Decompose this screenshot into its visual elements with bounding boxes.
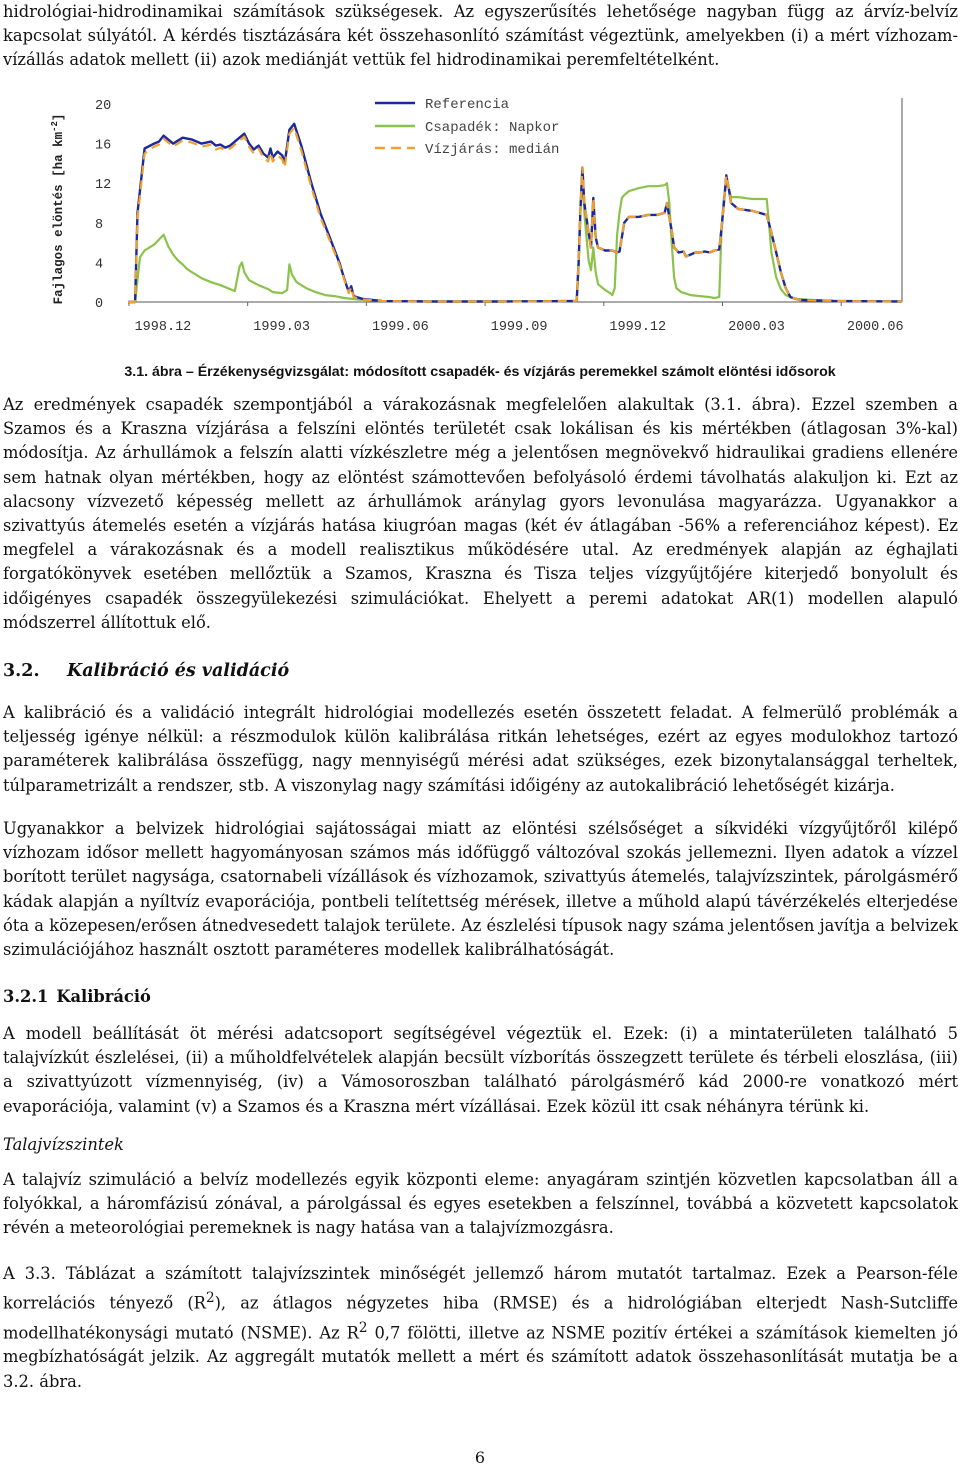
x-tick-label: 1998.12 bbox=[134, 320, 192, 335]
y-axis-ticks bbox=[95, 99, 111, 312]
y-tick-label: 16 bbox=[95, 138, 112, 154]
p6-part-b: ), az átlagos négyzetes hiba (RMSE) és a hidrológiában elterjedt Nash-Sutcliffe modellhatékonysági mutató (NSME). Az R bbox=[3, 1293, 959, 1343]
page-number: 6 bbox=[474, 1448, 486, 1467]
section-number: 3.2. bbox=[3, 661, 40, 681]
r-squared-superscript: 2 bbox=[205, 1290, 215, 1307]
italic-subheading: Talajvízszintek bbox=[3, 1135, 124, 1154]
y-axis-label-close: ] bbox=[52, 113, 66, 122]
y-tick-label: 12 bbox=[95, 178, 112, 194]
legend-label: Csapadék: Napkor bbox=[425, 120, 560, 136]
y-tick-label: 8 bbox=[95, 217, 104, 233]
x-tick-label: 2000.06 bbox=[846, 320, 904, 335]
intro-paragraph: hidrológiai-hidrodinamikai számítások szükségesek. Az egyszerűsítés lehetősége nagyban függ az árvíz-belvíz kapcsolat súlyától. A kérdés tisztázására két összehasonlító számítást végeztünk, amelyekben (i) a mért vízhozam-vízállás adatok mellett (ii) azok mediánját vettük fel hidrodinamikai peremfeltételként. bbox=[3, 2, 958, 70]
observation-types-paragraph: Ugyanakkor a belvizek hidrológiai sajátosságai miatt az elöntési szélsőséget a síkvidéki vízgyűjtőről kilépő vízhozam idősor mellett hagyományosan számos más időfüggő változóval szokás jellemezni. Ilyen adatok a vízzel borított terület nagysága, csatornabeli vízállások és vízhozamok, szivattyús átemelés, talajvízszintek, párolgásmérő kádak alapján a nyíltvíz evaporációja, pontbeli telítettség mérések, illetve a műhold alapú távérzékelés elterjedése óta a közepesen/erősen átnedvesedett talajok területe. Az észlelési típusok nagy száma jelentősen javítja a belvizek szimulációjához használt osztott paraméteres modellek kalibrálhatóságát. bbox=[3, 819, 958, 960]
x-tick-label: 1999.09 bbox=[490, 320, 548, 335]
r-squared-superscript: 2 bbox=[358, 1319, 368, 1336]
section-title: Kalibráció és validáció bbox=[67, 661, 290, 681]
x-tick-label: 2000.03 bbox=[728, 320, 785, 335]
y-axis-label bbox=[50, 114, 66, 305]
results-paragraph: Az eredmények csapadék szempontjából a várakozásnak megfelelően alakultak (3.1. ábra). Ezzel szemben a Szamos és a Kraszna vízjárása a felszíni elöntés területét csak lokálisan és kis mértékben (átlagosan 3%-kal) módosítja. Az árhullámok a felszín alatti vízkészletre még a jelentősen megnövekvő hidraulikai gradiens ellenére sem hatnak olyan mértékben, hogy az elöntést számottevően befolyásoló érdemi távolhatás alakuljon ki. Ezt az alacsony vízvezető képesség mellett az árhullámok aránylag gyors levonulása magyarázza. Ugyanakkor a szivattyús átemelés esetén a vízjárás hatása kiugróan magas (két év átlagában -56% a referenciához képest). Ez megfelel a várakozásnak és a modell realisztikus működésére utal. Az eredmények alapján az éghajlati forgatókönyvek esetében mellőztük a Szamos, Kraszna és Tisza teljes vízgyűjtőjére kiterjedő bonyolult és időigényes csapadék összegyülekezési szimulációkat. Ehelyett a peremi adatokat AR(1) modellen alapuló módszerrel állítottuk elő. bbox=[3, 395, 958, 632]
figure-caption: 3.1. ábra – Érzékenységvizsgálat: módosított csapadék- és vízjárás peremekkel számolt elöntési idősorok bbox=[124, 364, 836, 380]
legend-label: Referencia bbox=[425, 97, 510, 113]
section-heading-3-2 bbox=[3, 661, 289, 681]
y-tick-label: 4 bbox=[95, 257, 104, 273]
y-axis-label-main: Fajlagos elöntés [ha km bbox=[52, 131, 66, 305]
chart-legend bbox=[375, 97, 559, 158]
table-reference-paragraph bbox=[3, 1262, 958, 1394]
subsection-title: Kalibráció bbox=[56, 987, 151, 1006]
inundation-chart bbox=[0, 84, 960, 344]
groundwater-paragraph: A talajvíz szimuláció a belvíz modellezés egyik központi eleme: anyagáram szintjén közvetlen kapcsolatban áll a folyókkal, a háromfázisú zónával, a párolgással és egyes esetekben a felszínnel, továbbá a közvetett kapcsolatok révén a meteorológiai peremeknek is nagy hatása van a talajvízmozgásra. bbox=[3, 1170, 958, 1238]
y-tick-label: 20 bbox=[95, 99, 112, 114]
x-tick-label: 1999.12 bbox=[609, 320, 667, 335]
series-line-csapadek bbox=[128, 175, 902, 302]
calibration-paragraph: A modell beállítását öt mérési adatcsoport segítségével végeztük el. Ezek: (i) a mintaterületen található 5 talajvízkút észlelései, (ii) a műholdfelvételek alapján becsült vízborítás összegzett területe és térbeli eloszlása, (iii) a szivattyúzott vízmennyiség, (iv) a Vámosoroszban található párolgásmérő kád 2000-re vonatkozó mért evaporációja, valamint (v) a Szamos és a Kraszna mért vízállásai. Ezek közül itt csak néhányra térünk ki. bbox=[3, 1024, 958, 1116]
subsection-number: 3.2.1 bbox=[3, 987, 49, 1006]
legend-label: Vízjárás: medián bbox=[425, 142, 560, 158]
y-tick-label: 0 bbox=[95, 297, 104, 312]
x-axis-ticks bbox=[129, 302, 904, 335]
subsection-heading-3-2-1 bbox=[3, 987, 151, 1006]
y-axis-label-superscript: -2 bbox=[50, 121, 60, 132]
x-tick-label: 1999.03 bbox=[253, 320, 311, 335]
x-tick-label: 1999.06 bbox=[372, 320, 429, 335]
p6-part-c: 0,7 fölötti, illetve az NSME pozitív értékei a számítások kiemelten jó megbízhatóságát jelzik. Az aggregált mutatók mellett a mért és számított adatok összehasonlítását mutatja be a 3.2. ábra. bbox=[3, 1323, 958, 1391]
calibration-intro-paragraph: A kalibráció és a validáció integrált hidrológiai modellezés esetén összetett feladat. A felmerülő problémák a teljesség igénye nélkül: a részmodulok külön kalibrálása ritkán lehetséges, ezért az egyes modulokhoz tartozó paraméterek kalibrálása összefügg, nagy mennyiségű mérési adat szükséges, ezek bizonytalansággal terheltek, túlparametrizált a rendszer, stb. A viszonylag nagy számítási időigény az autokalibráció lehetőségét kizárja. bbox=[3, 703, 958, 795]
p6-part-a: A 3.3. Táblázat a számított talajvízszintek minőségét jellemző három mutatót tartalmaz. Ezek a Pearson-féle korrelációs tényező (R bbox=[3, 1264, 958, 1313]
